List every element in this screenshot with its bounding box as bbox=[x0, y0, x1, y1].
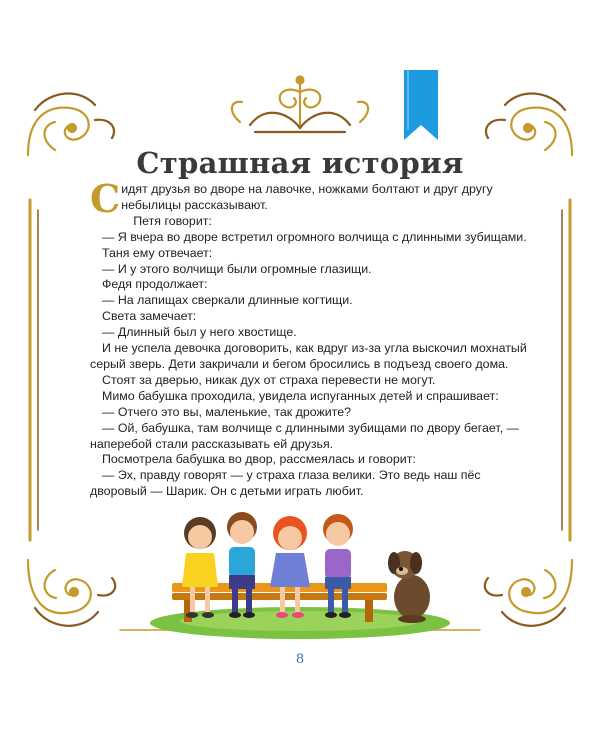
story-paragraph: Посмотрела бабушка во двор, рассмеялась и говорит: bbox=[102, 452, 416, 467]
story-text bbox=[90, 176, 530, 500]
page-title: Страшная история bbox=[136, 146, 464, 180]
story-paragraph: — Я вчера во дворе встретил огромного волчища с длинными зубищами. bbox=[102, 229, 527, 244]
story-paragraph: — Ой, бабушка, там волчище с длинными зубищами по двору бегает, — наперебой стали рассказывать ей друзья. bbox=[90, 420, 519, 451]
corner-ornament-bottom-right bbox=[485, 560, 572, 626]
story-paragraph-1-text: идят друзья во дворе на лавочке, ножками болтают и друг другу небылицы рассказывают. bbox=[121, 182, 493, 212]
story-paragraph: — И у этого волчищи были огромные глазищи. bbox=[102, 261, 372, 276]
story-paragraph: Света замечает: bbox=[102, 309, 197, 324]
story-paragraph: Таня ему отвечает: bbox=[102, 245, 213, 260]
story-paragraph: Петя говорит: bbox=[133, 213, 212, 228]
story-paragraph: Стоят за дверью, никак дух от страха перевести не могут. bbox=[102, 372, 436, 387]
bookmark-ribbon bbox=[404, 70, 438, 140]
boy-purple-shirt bbox=[323, 514, 353, 618]
story-paragraph: — Отчего это вы, маленькие, так дрожите? bbox=[102, 404, 352, 419]
story-paragraph: — На лапищах сверкали длинные когтищи. bbox=[102, 293, 353, 308]
boy-blue-shirt bbox=[227, 512, 257, 618]
story-paragraph: — Эх, правду говорят — у страха глаза велики. Это ведь наш пёс дворовый — Шарик. Он с детьми играть любит. bbox=[90, 468, 481, 499]
page-number: 8 bbox=[295, 652, 305, 667]
story-paragraph: Мимо бабушка проходила, увидела испуганных детей и спрашивает: bbox=[102, 388, 499, 403]
girl-purple-dress bbox=[270, 516, 310, 618]
story-paragraph: И не успела девочка договорить, как вдруг из-за угла выскочил мохнатый серый зверь. Дети закричали и бегом бросились в подъезд своего дома. bbox=[90, 341, 527, 371]
story-paragraph: Федя продолжает: bbox=[102, 277, 208, 292]
top-center-ornament bbox=[232, 77, 368, 133]
story-paragraph: — Длинный был у него хвостище. bbox=[102, 325, 297, 340]
corner-ornament-bottom-left bbox=[28, 560, 115, 626]
kids-on-bench-illustration bbox=[150, 505, 460, 640]
drop-cap: С bbox=[90, 176, 121, 221]
